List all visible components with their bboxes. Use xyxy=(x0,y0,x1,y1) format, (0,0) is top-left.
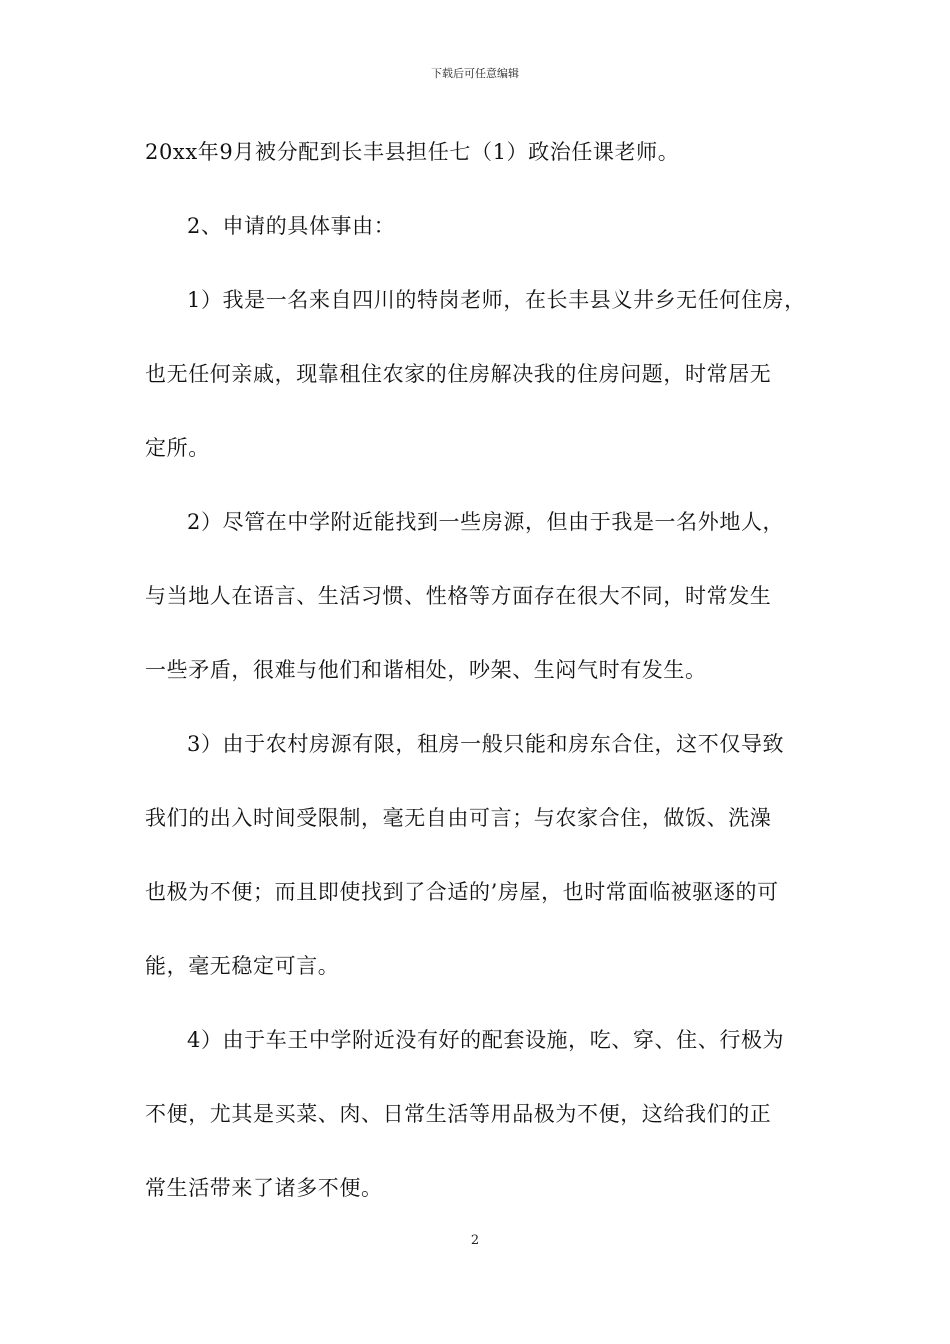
text-line: 20xx年9月被分配到长丰县担任七（1）政治任课老师。 xyxy=(145,140,680,164)
text-line: 定所。 xyxy=(145,436,210,460)
text-line: 能，毫无稳定可言。 xyxy=(145,954,340,978)
text-line: 我们的出入时间受限制，毫无自由可言；与农家合住，做饭、洗澡 xyxy=(145,806,772,830)
text-line: 常生活带来了诸多不便。 xyxy=(145,1176,383,1200)
text-line: 2）尽管在中学附近能找到一些房源，但由于我是一名外地人， xyxy=(187,510,785,534)
text-line: 一些矛盾，很难与他们和谐相处，吵架、生闷气时有发生。 xyxy=(145,658,707,682)
page-header: 下载后可任意编辑 xyxy=(431,67,519,80)
document-body xyxy=(145,132,825,1242)
text-line: 也无任何亲戚，现靠租住农家的住房解决我的住房问题，时常居无 xyxy=(145,362,772,386)
text-line: 4）由于车王中学附近没有好的配套设施，吃、穿、住、行极为 xyxy=(187,1028,785,1052)
section-heading: 2、申请的具体事由： xyxy=(187,214,396,238)
text-line: 与当地人在语言、生活习惯、性格等方面存在很大不同，时常发生 xyxy=(145,584,772,608)
page-number: 2 xyxy=(470,1233,480,1248)
text-line: 不便，尤其是买菜、肉、日常生活等用品极为不便，这给我们的正 xyxy=(145,1102,772,1126)
text-line: 3）由于农村房源有限，租房一般只能和房东合住，这不仅导致 xyxy=(187,732,785,756)
text-line: 1）我是一名来自四川的特岗老师，在长丰县义井乡无任何住房， xyxy=(187,288,806,312)
text-line: 也极为不便；而且即使找到了合适的’房屋，也时常面临被驱逐的可 xyxy=(145,880,779,904)
